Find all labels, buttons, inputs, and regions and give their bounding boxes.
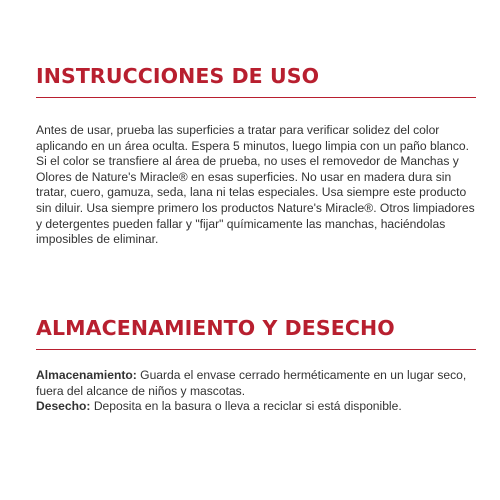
- instructions-body: Antes de usar, prueba las superficies a tratar para verificar solidez del color aplicando en un área oculta. Espera 5 minutos, luego limpia con un paño blanco. Si el color se transfiere al área de prueba, no uses el removedor de Manchas y Olores de Nature's Miracle® en esas superficies. No usar en madera dura sin tratar, cuero, gamuza, seda, lana ni telas especiales. Usa siempre este producto sin diluir. Usa siempre primero los productos Nature's Miracle®. Otros limpiadores y detergentes pueden fallar y "fijar" químicamente las manchas, haciéndolas imposibles de eliminar.: [36, 123, 475, 247]
- storage-section: [36, 314, 476, 415]
- instructions-divider: [36, 97, 476, 98]
- storage-body: [36, 368, 476, 415]
- instructions-section: [36, 62, 476, 248]
- instructions-heading: INSTRUCCIONES DE USO: [36, 64, 320, 88]
- storage-heading: ALMACENAMIENTO Y DESECHO: [36, 316, 395, 340]
- storage-label: Almacenamiento:: [36, 368, 137, 382]
- disposal-label: Desecho:: [36, 399, 91, 414]
- storage-divider: [36, 349, 476, 350]
- storage-text: Guarda el envase cerrado herméticamente en un lugar seco, fuera del alcance de niños y mascotas.: [36, 368, 467, 398]
- disposal-text: Deposita en la basura o lleva a reciclar si está disponible.: [90, 399, 402, 414]
